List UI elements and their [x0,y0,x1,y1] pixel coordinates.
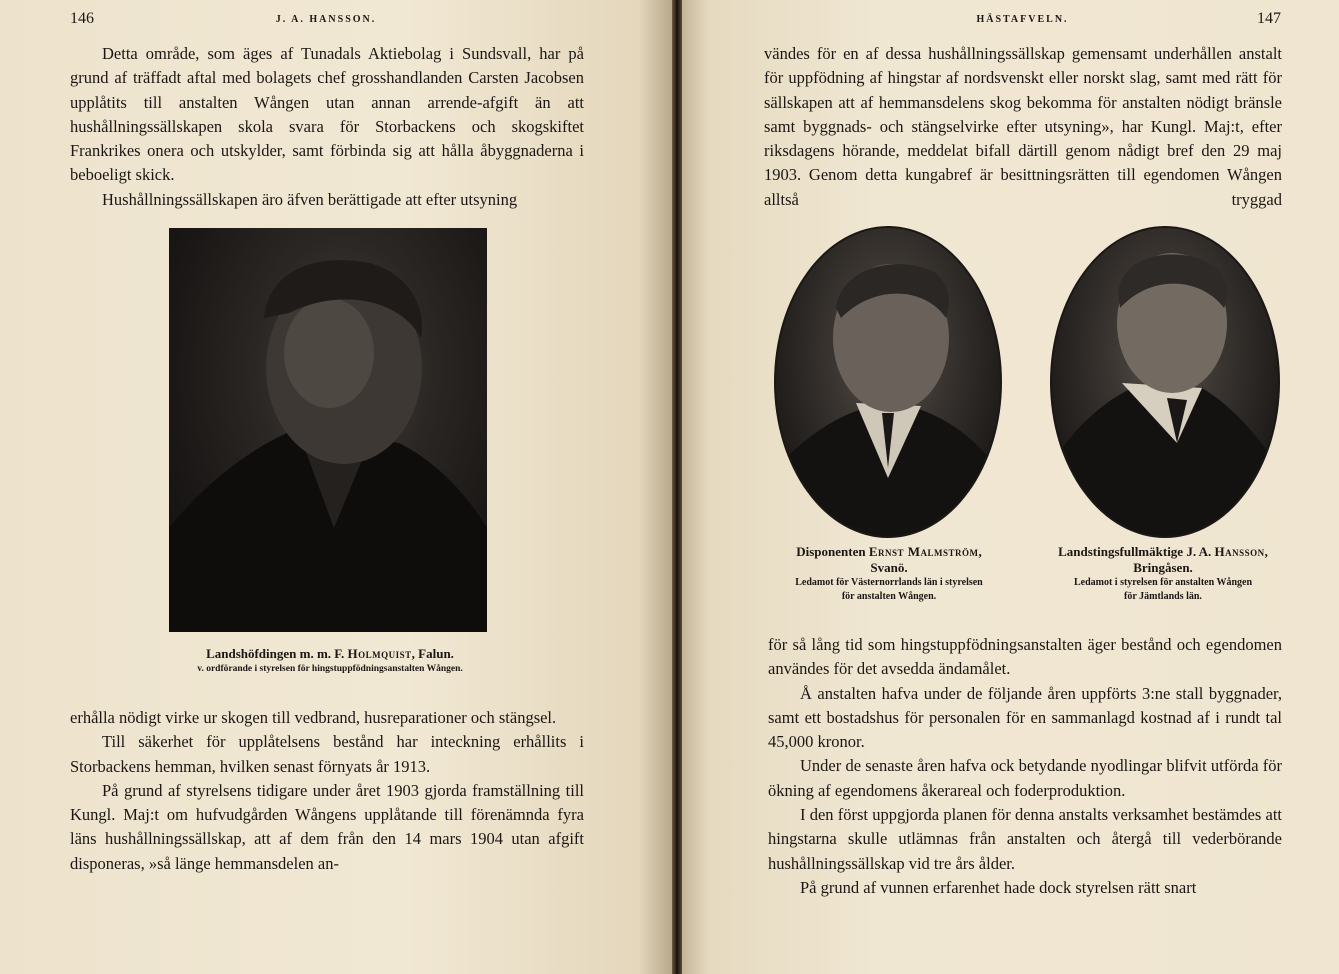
portrait-holmquist [169,228,487,632]
right-page-number: 147 [1257,10,1281,27]
portrait-malmstrom [774,226,1002,538]
paragraph: Detta område, som äges af Tunadals Aktiebolag i Sundsvall, har på grund af träffadt aftal med bolagets chef grosshandlanden Carsten Jacobsen upplåtits till anstalten Wången utan annan arrende-afgift än att hushållningssällskapen skola svara för Storbackens och skogskiftet Frankrikes onera och utskylder, samt förbinda sig att hålla åbyggnaderna i beboeligt skick. [70,44,584,185]
paragraph: I den först uppgjorda planen för denna anstalts verksamhet bestämdes att hingstarna skulle utlämnas från anstalten och återgå till vederbörande hushållningssällskap vid tre års ålder. [768,805,1282,873]
paragraph: Hushållningssällskapen äro äfven berättigade att efter utsyning [102,189,518,209]
paragraph: erhålla nödigt virke ur skogen till vedbrand, husreparationer och stängsel. [70,708,557,727]
caption-sub: v. ordförande i styrelsen för hingstuppfödningsanstalten Wången. [197,664,463,674]
caption-sub: för Jämtlands län. [1124,591,1202,602]
right-text-top [764,42,1282,212]
left-text-bottom [70,706,584,876]
caption-main: Landstingsfullmäktige J. A. Hansson, [1058,544,1268,559]
paragraph: Till säkerhet för upplåtelsens bestånd har inteckning erhållits i Storbackens hemman, hvilken senast förnyats år 1913. [70,732,584,776]
right-text-bottom [768,633,1282,900]
caption-place: Bringåsen. [1133,560,1193,575]
right-running-title: HÄSTAFVELN. [976,14,1069,25]
malmstrom-caption [764,544,1014,604]
caption-main: Disponenten Ernst Malmström, [796,544,982,559]
paragraph: Å anstalten hafva under de följande åren uppförts 3:ne stall byggnader, samt ett bostadshus för personalen för en sammanlagd kostnad af i rundt tal 45,000 kronor. [768,683,1282,752]
caption-sub: Ledamot för Västernorrlands län i styrelsen [795,577,983,588]
paragraph: vändes för en af dessa hushållningssällskap gemensamt underhållen anstalt för uppfödning af hingstar af nordsvenskt eller norskt slag, samt med rätt för sällskapen att af hemmansdelens skog bekomma för anstalten nödigt bränsle samt byggnads- och stängselvirke efter utsyning», har Kungl. Maj:t, efter riksdagens hörande, meddelat bifall därtill genom nådigt bref den 29 maj 1903. Genom detta kungabref är besittningsrätten till egendomen Wången alltså tryggad [764,44,1282,209]
book-gutter [672,0,682,974]
hansson-caption [1036,544,1290,604]
paragraph: för så lång tid som hingstuppfödningsanstalten äger bestånd och egendomen användes för det avsedda ändamålet. [768,635,1282,679]
paragraph: På grund af styrelsens tidigare under året 1903 gjorda framställning till Kungl. Maj:t om hufvudgården Wångens upplåtande till förenämnda fyra läns hushållningssällskap, att af dem från den 14 mars 1904 utan afgift disponeras, »så länge hemmansdelen an- [70,780,584,873]
caption-sub: för anstalten Wången. [841,591,937,602]
left-text-top [70,42,584,212]
caption-sub: Ledamot i styrelsen för anstalten Wången [1073,577,1253,588]
caption-main: Landshöfdingen m. m. F. Holmquist, Falun. [206,646,454,661]
left-running-title: J. A. HANSSON. [275,14,377,25]
portrait-hansson [1050,226,1280,538]
holmquist-caption [120,646,540,676]
caption-place: Svanö. [870,560,908,575]
paragraph: Under de senaste åren hafva ock betydande nyodlingar blifvit utförda för ökning af egendomens åkerareal och foderproduktion. [768,756,1282,800]
paragraph: På grund af vunnen erfarenhet hade dock styrelsen rätt snart [800,877,1197,897]
left-page-number: 146 [70,10,94,27]
right-page [682,0,1339,974]
